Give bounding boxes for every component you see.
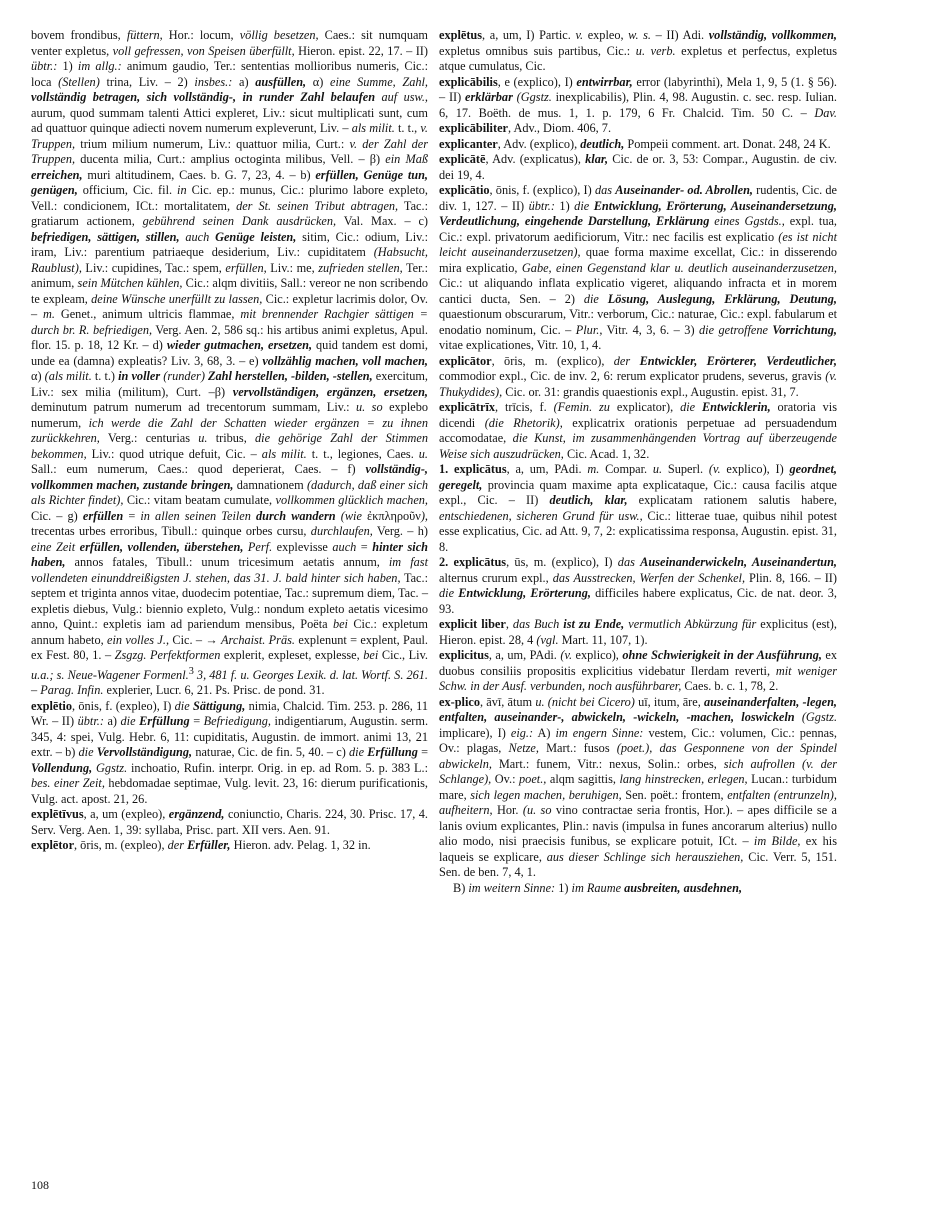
entry-explicatus-2: 2. explicātus, ūs, m. (explico), I) das Auseinanderwickeln, Auseinandertun, alternus crurum expl., das Ausstrecken, Werfen der Schenkel, Plin. 8, 166. – II) die Entwicklung, Erörterung, difficiles habere explicatus, Cic. de nat. deor. 3, 93. [439,555,838,616]
right-column [439,28,837,896]
entry-explicator: explicātor, ōris, m. (explico), der Entwickler, Erörterer, Verdeutlicher, commodior expl., Cic. de inv. 2, 6: rerum explicator prudens, severus, gravis (v. Thukydides), Cic. or. 31: grandis quaestionis expl., Augustin. epist. 31, 7. [439,353,837,399]
left-column [31,28,428,854]
entry-expletivus: explētīvus, a, um (expleo), ergänzend, coniunctio, Charis. 224, 30. Prisc. 17, 4. Serv. Verg. Aen. 1, 39: syllaba, Prisc. part. XII vers. Aen. 91. [31,807,428,837]
entry-expletor: explētor, ōris, m. (expleo), der Erfüller, Hieron. adv. Pelag. 1, 32 in. [31,838,371,853]
entry-explicanter: explicanter, Adv. (explico), deutlich, Pompeii comment. art. Donat. 248, 24 K. [439,136,831,151]
entry-explicate: explicātē, Adv. (explicatus), klar, Cic. de or. 3, 53: Compar., Augustin. de civ. dei 19, 4. [439,152,837,182]
entry-explicabilis: explicābilis, e (explico), I) entwirrbar, error (labyrinthi), Mela 1, 9, 5 (1. § 56). – II) erklärbar (Ggstz. inexplicabilis), Plin. 4, 98. Augustin. c. sec. resp. Iulian. 6, 17. Boëth. de mus. 1, 1. p. 179, 6 Fr. Chalcid. Tim. 50 C. – Dav. explicābiliter, Adv., Diom. 406, 7. [439,74,837,135]
entry-explico: ex-plico, āvī, ātum u. (nicht bei Cicero) uī, itum, āre, auseinanderfalten, -legen, entfalten, auseinander-, abwickeln, -wickeln, -machen, loswickeln (Ggstz. implicare), I) eig.: A) im engern Sinne: vestem, Cic.: volumen, Cic.: pennas, Ov.: plagas, Netze, Mart.: fusos (poet.), das Gesponnene von der Spindel abwickeln, Mart.: funem, Vitr.: nexus, Solin.: orbes, sich aufrollen (v. der Schlange), Ov.: poet., alqm sagittis, lang hinstrecken, erlegen, Lucan.: turbidum mare, sich legen machen, beruhigen, Sen. poët.: frontem, entfalten (entrunzeln), aufheitern, Hor. (u. so vino contractae seria frontis, Hor.). – apes difficile se a lanis ovium explicantes, Plin.: navis (impulsa in funes ancorarum alterius) nullo alio modo, nisi praecisis funibus, se explicare potuit, ICt. – im Bilde, ex his laqueis se explicare, aus dieser Schlinge sich herausziehen, Cic. Verr. 5, 151. Sen. de ben. 7, 4, 1. [439,694,838,879]
entry-explicitus: explicitus, a, um, PAdi. (v. explico), ohne Schwierigkeit in der Ausführung, ex duobus consiliis propositis explicitius videbatur Ilerdam reverti, mit weniger Schw. in der Ausf. verbunden, noch ausführbarer, Caes. b. c. 1, 78, 2. [439,648,838,693]
entry-explicit-liber: explicit liber, das Buch ist zu Ende, vermutlich Abkürzung für explicitus (est), Hieron. epist. 28, 4 (vgl. Mart. 11, 107, 1). [439,617,837,647]
entry-explicatio: explicātio, ōnis, f. (explico), I) das Auseinander- od. Abrollen, rudentis, Cic. de div. 1, 127. – II) übtr.: 1) die Entwicklung, Erörterung, Auseinandersetzung, Verdeutlichung, eingehende Darstellung, Erklärung eines Ggstds., expl. tua, Cic.: expl. privatorum aedificiorum, Vitr.: nec facilis est explicatio (es ist nicht leicht auseinanderzusetzen), quae forma maxime excellat, Cic.: in disserendo mira explicatio, Gabe, einen Gegenstand klar u. deutlich auseinanderzusetzen, Cic.: ut aliquando inflata explicatio vigeret, aliquando infracta et in morem cantici ducta, Sen. – 2) die Lösung, Auslegung, Erklärung, Deutung, quaestionum obscurarum, Vitr.: verborum, Cic.: naturae, Cic.: expl. fabularum et enodatio nominum, Cic. – Plur., Vitr. 4, 3, 6. – 3) die getroffene Vorrichtung, vitae explicationes, Vitr. 10, 1, 4. [439,183,838,352]
entry-expletus: explētus, a, um, I) Partic. v. expleo, w. s. – II) Adi. vollständig, vollkommen, expletus omnibus suis partibus, Cic.: u. verb. expletus et perfectus, expletus atque cumulatus, Cic. [439,28,837,73]
entry-explicatrix: explicātrīx, trīcis, f. (Femin. zu explicator), die Entwicklerin, oratoria vis dicendi (die Rhetorik), explicatrix orationis perpetuae ad persuadendum accomodatae, die Kunst, im zusammenhängenden Vortrag auf überzeugende Weise sich auszudrücken, Cic. Acad. 1, 32. [439,400,837,461]
page-number: 108 [31,1178,49,1192]
entry-explicatus-1: 1. explicātus, a, um, PAdi. m. Compar. u. Superl. (v. explico), I) geordnet, geregelt, provincia quam maxime apta explicataque, Cic.: causa facilis atque expl., Cic. – II) deutlich, klar, explicatam rationem salutis habere, entschiedenen, sicheren Grund für usw., Cic.: litterae tuae, quibus nihil potest esse explicatius, Cic. ad Att. 9, 7, 2: explicatissima responsa, Augustin. epist. 31, 8. [439,462,837,554]
entry-expletio: explētio, ōnis, f. (expleo), I) die Sättigung, nimia, Chalcid. Tim. 253. p. 286, 11 Wr. – II) übtr.: a) die Erfüllung = Befriedigung, indigentiarum, Augustin. serm. 345, 4: spei, Vulg. Hebr. 6, 11: cupiditatis, Augustin. de immort. animi 13, 21 extr. – b) die Vervollständigung, naturae, Cic. de fin. 5, 40. – c) die Erfüllung = Vollendung, Ggstz. inchoatio, Rufin. interpr. Orig. in ep. ad Rom. 5. p. 383 L.: bes. einer Zeit, hebdomadae septimae, Vulg. levit. 23, 16: dierum purificationis, Vulg. act. apost. 21, 26. [31,698,429,806]
entry-explico-section-b: B) im weitern Sinne: 1) im Raume ausbreiten, ausdehnen, [453,880,743,895]
entry-expleo-continued: bovem frondibus, füttern, Hor.: locum, völlig besetzen, Caes.: sit numquam venter expletus, voll gefressen, von Speisen überfüllt, Hieron. epist. 22, 17. – II) übtr.: 1) im allg.: animum gaudio, Ter.: sententias mollioribus numeris, Cic.: loca (Stellen) trina, Liv. – 2) insbes.: a) ausfüllen, α) eine Summe, Zahl, vollständig betragen, sich vollständig-, in runder Zahl belaufen auf usw., aurum, quod summam talenti Attici expleret, Liv.: sicut multiplicati sunt, cum ad quattuor quinque adiecti novem numerum expleverunt, Liv. – als milit. t. t., v. Truppen, trium milium numerum, Liv.: quattuor milia, Curt.: v. der Zahl der Truppen, ducenta milia, Curt.: amplius octoginta milibus, Vell. – β) ein Maß erreichen, muri altitudinem, Caes. b. G. 7, 23, 4. – b) erfüllen, Genüge tun, genügen, officium, Cic. fil. in Cic. ep.: munus, Cic.: plurimo labore expleto, Vell.: condicionem, ICt.: mortalitatem, der St. seinen Tribut abtragen, Tac.: gratiarum actionem, gebührend seinen Dank ausdrücken, Val. Max. – c) befriedigen, sättigen, stillen, auch Genüge leisten, sitim, Cic.: odium, Liv.: iram, Liv.: parentium patriaeque desiderium, Liv.: cupiditatem (Habsucht, Raublust), Liv.: cupidines, Tac.: spem, erfüllen, Liv.: me, zufrieden stellen, Ter.: animum, sein Mütchen kühlen, Cic.: alqm divitiis, Sall.: vereor ne non scribendo te expleam, deine Wünsche unerfüllt zu lassen, Cic.: expletur lacrimis dolor, Ov. – m. Genet., animum ultricis flammae, mit brennender Rachgier sättigen = durch br. R. befriedigen, Verg. Aen. 2, 586 sq.: his artibus animi expletus, Apul. flor. 15. p. 18, 12 Kr. – d) wieder gutmachen, ersetzen, quid tandem est domi, unde ea (damna) expleatis? Liv. 3, 68, 3. – e) vollzählig machen, voll machen, α) (als milit. t. t.) in voller (runder) Zahl herstellen, -bilden, -stellen, exercitum, Liv.: sex milia (militum), Curt. –β) vervollständigen, ergänzen, ersetzen, deminutum patrum numerum ad trecentorum summam, Liv.: u. so explebo numerum, ich werde die Zahl der Schatten wieder ergänzen = zu ihnen zurückkehren, Verg.: centurias u. tribus, die gehörige Zahl der Stimmen bekommen, Liv.: quod utrique defuit, Cic. – als milit. t. t., legiones, Caes. u. Sall.: eum numerum, Caes.: quod deperierat, Caes. – f) vollständig-, vollkommen machen, zustande bringen, damnationem (dadurch, daß einer sich als Richter findet), Cic.: vitam beatam cumulate, vollkommen glücklich machen, Cic. – g) erfüllen = in allen seinen Teilen durch wandern (wie ἐκπληροῦν), trecentas urbes erroribus, Tibull.: quinque orbes cursu, durchlaufen, Verg. – h) eine Zeit erfüllen, vollenden, überstehen, Perf. explevisse auch = hinter sich haben, annos fatales, Tibull.: unum tricesimum aetatis annum, im fast vollendeten einunddreißigsten J. stehen, das 31. J. bald hinter sich haben, Tac.: septem et triginta annos vitae, duodecim potentiae, Tac.: supremum diem, Tac. – expletis diebus, Vulg.: biennio expleto, Vulg.: nondum expleto aetatis vicesimo anno, Quint.: expletis iam ad pariendum mensibus, Poëta bei Cic.: expletum annum habeto, ein volles J., Cic. – → Archaist. Präs. explenunt = explent, Paul. ex Fest. 80, 1. – Zsgzg. Perfektformen explerit, expleset, explesse, bei Cic., Liv. u.a.; s. Neue-Wagener Formenl.$^3$ 3, 481 f. u. Georges Lexik. d. lat. Wortf. S. 261. – Parag. Infin. explerier, Lucr. 6, 21. Ps. Prisc. de pond. 31. [31,28,429,698]
